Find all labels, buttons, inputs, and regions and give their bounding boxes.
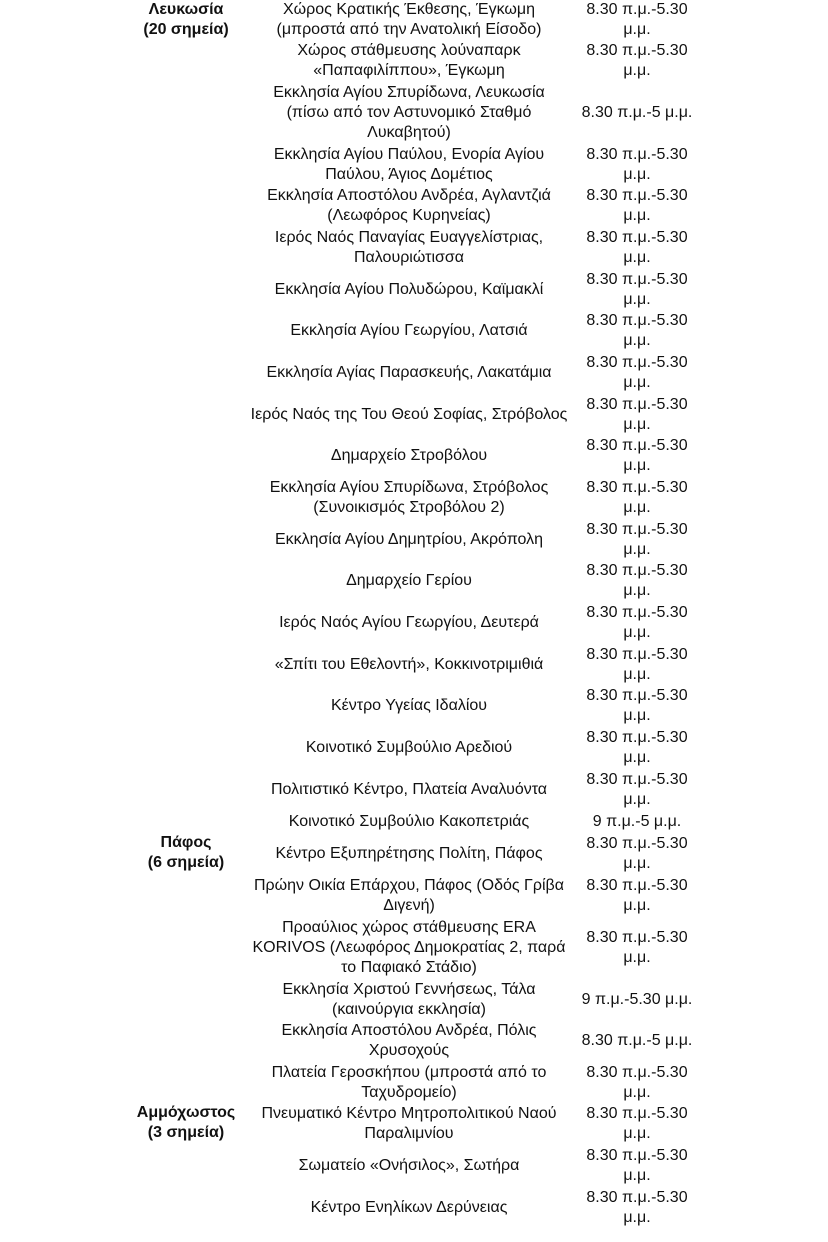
- table-row: [0, 769, 828, 811]
- region-cell-lefkosia: [112, 0, 260, 40]
- table-row: [0, 1062, 828, 1103]
- location-cell: Προαύλιος χώρος στάθμευσης ERA KORIVOS (Λεωφόρος Δημοκρατίας 2, παρά το Παφιακό Στάδιο): [252, 919, 566, 976]
- hours-cell: 8.30 π.μ.-5.30 μ.μ.: [586, 1189, 688, 1226]
- hours-cell: 8.30 π.μ.-5.30 μ.μ.: [586, 835, 688, 872]
- location-cell: Ιερός Ναός Αγίου Γεωργίου, Δευτερά: [279, 614, 539, 631]
- table-row: [0, 560, 828, 602]
- hours-cell: 9 π.μ.-5 μ.μ.: [592, 813, 682, 830]
- region-count: (20 σημεία): [143, 21, 229, 38]
- table-row: [0, 227, 828, 269]
- location-cell: Κοινοτικό Συμβούλιο Κακοπετριάς: [288, 813, 530, 830]
- table-row: [0, 1145, 828, 1187]
- location-cell: «Σπίτι του Εθελοντή», Κοκκινοτριμιθιά: [274, 655, 544, 673]
- table-row: [0, 833, 828, 875]
- table-row: [0, 811, 828, 833]
- region-name: Αμμόχωστος: [136, 1104, 236, 1121]
- hours-cell: 8.30 π.μ.-5.30 μ.μ.: [586, 520, 688, 558]
- location-cell: Εκκλησία Χριστού Γεννήσεως, Τάλα (καινούργια εκκλησία): [282, 980, 536, 1018]
- hours-cell: 8.30 π.μ.-5.30 μ.μ.: [586, 395, 688, 433]
- region-count: (6 σημεία): [147, 854, 225, 871]
- hours-cell: 8.30 π.μ.-5.30 μ.μ.: [586, 562, 688, 599]
- hours-cell: 8.30 π.μ.-5.30 μ.μ.: [586, 145, 688, 183]
- location-cell: Εκκλησία Αγίου Παύλου, Ενορία Αγίου Παύλου, Άγιος Δομέτιος: [273, 145, 545, 183]
- location-cell: Κέντρο Υγείας Ιδαλίου: [330, 697, 488, 714]
- region-name: Πάφος: [160, 834, 212, 851]
- table-row: [0, 352, 828, 394]
- location-cell: Εκκλησία Αποστόλου Ανδρέα, Πόλις Χρυσοχούς: [281, 1022, 537, 1059]
- region-cell-ammochostos: [112, 1103, 260, 1145]
- hours-cell: 8.30 π.μ.-5 μ.μ.: [581, 104, 693, 121]
- table-row: [0, 917, 828, 979]
- table-row: [0, 1103, 828, 1145]
- hours-cell: 8.30 π.μ.-5.30 μ.μ.: [586, 771, 688, 808]
- table-row: [0, 1020, 828, 1062]
- location-cell: Κοινοτικό Συμβούλιο Αρεδιού: [305, 739, 513, 756]
- hours-cell: 8.30 π.μ.-5.30 μ.μ.: [586, 1147, 688, 1184]
- table-row: [0, 602, 828, 644]
- table-row: [0, 310, 828, 352]
- location-cell: Εκκλησία Αγίου Γεωργίου, Λατσιά: [290, 322, 528, 339]
- table-row: [0, 519, 828, 560]
- location-cell: Εκκλησία Αγίου Σπυρίδωνα, Στρόβολος (Συνοικισμός Στροβόλου 2): [269, 479, 549, 516]
- table-row: [0, 644, 828, 685]
- hours-cell: 8.30 π.μ.-5.30 μ.μ.: [586, 1, 688, 38]
- location-cell: Χώρος στάθμευσης λούναπαρκ «Παπαφιλίππου», Έγκωμη: [297, 42, 521, 79]
- table-row: [0, 40, 828, 82]
- hours-cell: 8.30 π.μ.-5.30 μ.μ.: [586, 229, 688, 266]
- hours-cell: 8.30 π.μ.-5.30 μ.μ.: [586, 1105, 688, 1142]
- hours-cell: 8.30 π.μ.-5.30 μ.μ.: [586, 312, 688, 349]
- location-cell: Πλατεία Γεροσκήπου (μπροστά από το Ταχυδρομείο): [271, 1063, 547, 1101]
- table-row: [0, 0, 828, 40]
- table-row: [0, 477, 828, 519]
- table-row: [0, 144, 828, 185]
- location-cell: Πολιτιστικό Κέντρο, Πλατεία Αναλυόντα: [270, 781, 548, 798]
- location-cell: Κέντρο Εξυπηρέτησης Πολίτη, Πάφος: [275, 845, 543, 862]
- table-row: [0, 979, 828, 1020]
- hours-cell: 8.30 π.μ.-5.30 μ.μ.: [586, 877, 688, 914]
- hours-cell: 8.30 π.μ.-5.30 μ.μ.: [586, 929, 688, 966]
- table-row: [0, 875, 828, 917]
- hours-cell: 8.30 π.μ.-5.30 μ.μ.: [586, 687, 688, 724]
- location-cell: Σωματείο «Ονήσιλος», Σωτήρα: [298, 1157, 520, 1174]
- hours-cell: 8.30 π.μ.-5.30 μ.μ.: [586, 354, 688, 391]
- hours-cell: 8.30 π.μ.-5.30 μ.μ.: [586, 1063, 688, 1101]
- hours-cell: 8.30 π.μ.-5.30 μ.μ.: [586, 479, 688, 516]
- location-cell: Εκκλησία Αγίου Δημητρίου, Ακρόπολη: [274, 530, 544, 548]
- hours-cell: 8.30 π.μ.-5 μ.μ.: [581, 1032, 693, 1049]
- location-cell: Ιερός Ναός της Του Θεού Σοφίας, Στρόβολος: [250, 405, 568, 423]
- location-cell: Δημαρχείο Στροβόλου: [330, 447, 488, 464]
- hours-cell: 8.30 π.μ.-5.30 μ.μ.: [586, 187, 688, 224]
- table-row: [0, 185, 828, 227]
- location-cell: Πρώην Οικία Επάρχου, Πάφος (Οδός Γρίβα Διγενή): [254, 877, 564, 914]
- table-row: [0, 435, 828, 477]
- table-row: [0, 82, 828, 144]
- hours-cell: 8.30 π.μ.-5.30 μ.μ.: [586, 729, 688, 766]
- location-cell: Εκκλησία Αποστόλου Ανδρέα, Αγλαντζιά (Λεωφόρος Κυρηνείας): [267, 187, 551, 224]
- hours-cell: 8.30 π.μ.-5.30 μ.μ.: [586, 645, 688, 683]
- region-count: (3 σημεία): [147, 1124, 225, 1141]
- hours-cell: 8.30 π.μ.-5.30 μ.μ.: [586, 42, 688, 79]
- location-cell: Δημαρχείο Γερίου: [346, 572, 472, 589]
- region-cell-pafos: [112, 833, 260, 875]
- location-cell: Πνευματικό Κέντρο Μητροπολιτικού Ναού Παραλιμνίου: [261, 1105, 557, 1142]
- location-cell: Εκκλησία Αγίου Πολυδώρου, Καϊμακλί: [274, 280, 544, 298]
- table-row: [0, 1187, 828, 1229]
- table-row: [0, 394, 828, 435]
- table-row: [0, 727, 828, 769]
- location-cell: Χώρος Κρατικής Έκθεσης, Έγκωμη (μπροστά από την Ανατολική Είσοδο): [276, 1, 542, 38]
- hours-cell: 8.30 π.μ.-5.30 μ.μ.: [586, 604, 688, 641]
- region-name: Λευκωσία: [148, 1, 224, 18]
- location-cell: Εκκλησία Αγίας Παρασκευής, Λακατάμια: [266, 364, 552, 381]
- location-cell: Κέντρο Ενηλίκων Δερύνειας: [310, 1199, 508, 1216]
- location-cell: Ιερός Ναός Παναγίας Ευαγγελίστριας, Παλουριώτισσα: [274, 229, 544, 266]
- table-row: [0, 269, 828, 310]
- hours-cell: 8.30 π.μ.-5.30 μ.μ.: [586, 437, 688, 474]
- table-row: [0, 685, 828, 727]
- location-cell: Εκκλησία Αγίου Σπυρίδωνα, Λευκωσία (πίσω από τον Αστυνομικό Σταθμό Λυκαβητού): [273, 84, 545, 141]
- hours-cell: 9 π.μ.-5.30 μ.μ.: [581, 990, 693, 1008]
- hours-cell: 8.30 π.μ.-5.30 μ.μ.: [586, 270, 688, 308]
